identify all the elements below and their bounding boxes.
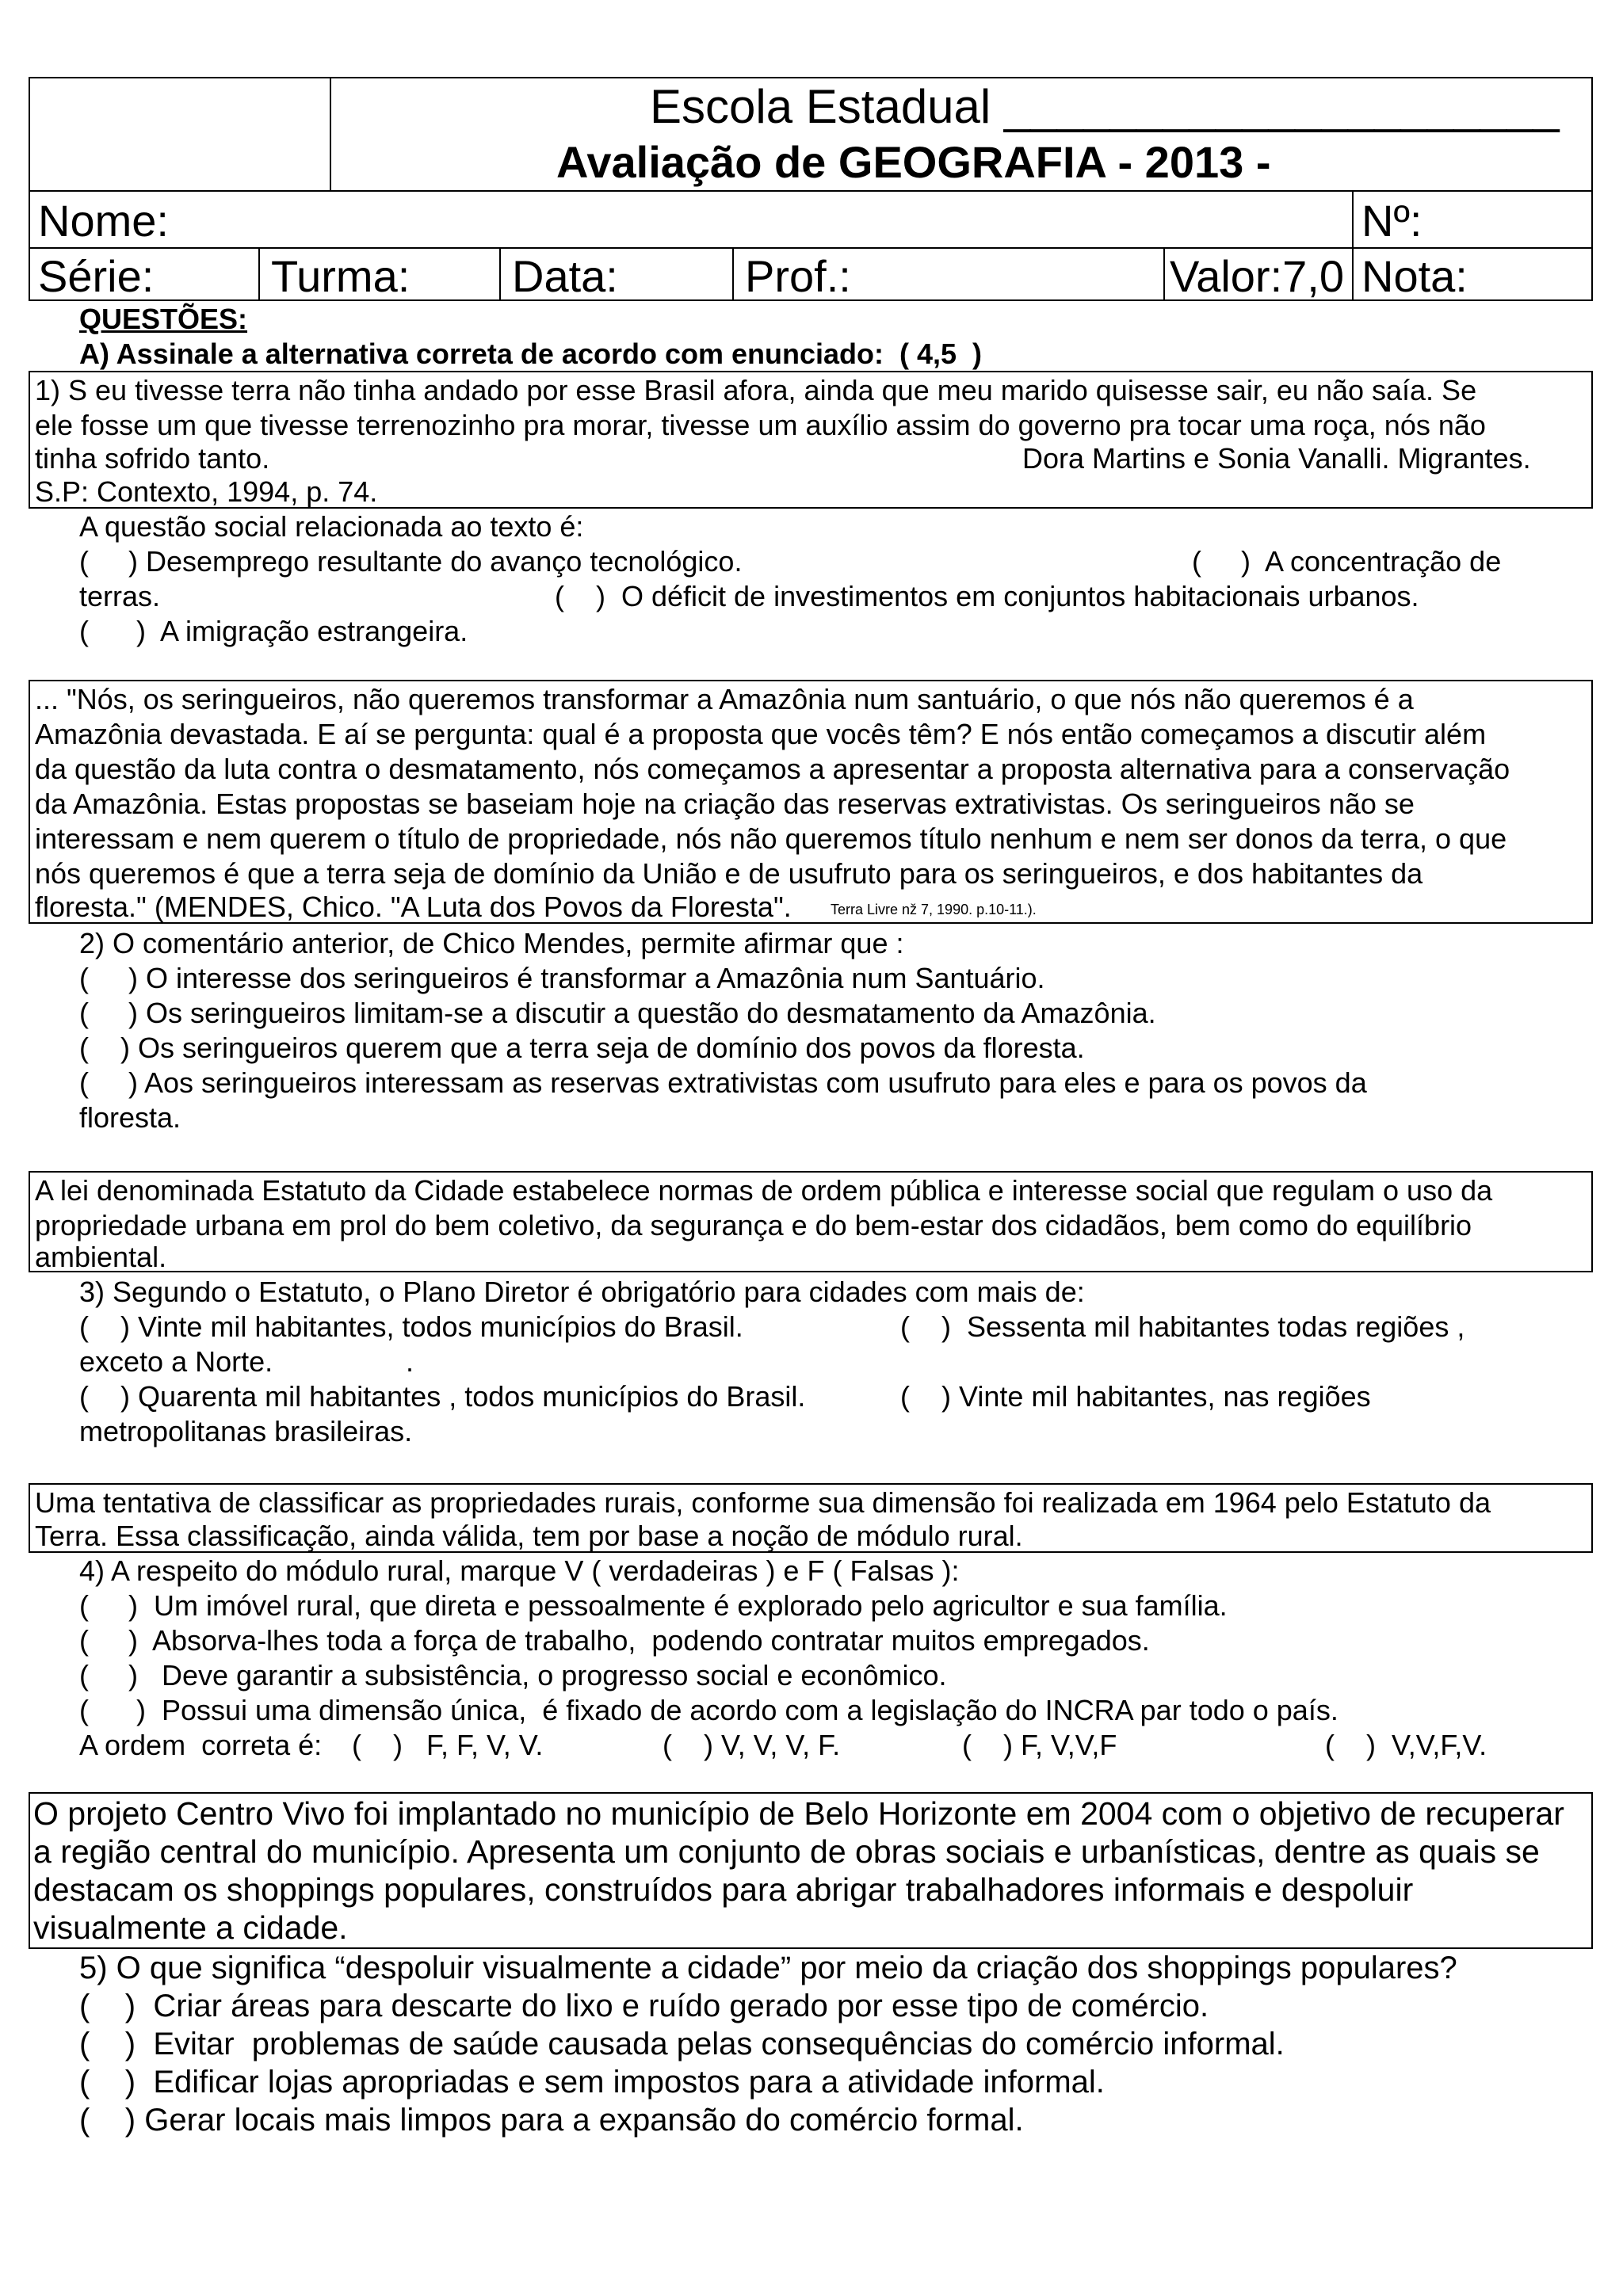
q3-option-continuation: metropolitanas brasileiras. — [79, 1415, 413, 1447]
q4-order-option[interactable]: ( ) V,V,F,V. — [1325, 1729, 1487, 1761]
q2-citation: Terra Livre nž 7, 1990. p.10-11.). — [831, 902, 1037, 917]
q1-text-line: tinha sofrido tanto. — [35, 442, 270, 475]
q2-option[interactable]: ( ) Aos seringueiros interessam as reservas extrativistas com usufruto para eles e para os povos da — [79, 1066, 1367, 1099]
q2-text-line: nós queremos é que a terra seja de domínio da União e de usufruto para os seringueiros, e dos habitantes da — [35, 857, 1423, 890]
q3-question: 3) Segundo o Estatuto, o Plano Diretor é obrigatório para cidades com mais de: — [79, 1276, 1085, 1308]
q2-option-continuation: floresta. — [79, 1101, 181, 1134]
name-label: Nome: — [38, 196, 169, 246]
divider — [29, 77, 1593, 78]
school-name: Escola Estadual _____________________ — [650, 80, 1560, 133]
q4-option[interactable]: ( ) Um imóvel rural, que direta e pessoalmente é explorado pelo agricultor e sua família. — [79, 1589, 1228, 1622]
q2-text-line: interessam e nem querem o título de propriedade, nós não queremos título nenhum e nem ser donos da terra, o que — [35, 822, 1507, 855]
divider — [1352, 190, 1354, 249]
q5-option[interactable]: ( ) Gerar locais mais limpos para a expansão do comércio formal. — [79, 2103, 1024, 2138]
q4-order-label: A ordem correta é: — [79, 1729, 323, 1761]
q3-option[interactable]: ( ) Quarenta mil habitantes , todos municípios do Brasil. — [79, 1380, 806, 1413]
q3-text-line: ambiental. — [35, 1241, 167, 1273]
q3-option[interactable]: ( ) Vinte mil habitantes, nas regiões — [900, 1380, 1371, 1413]
q1-option[interactable]: ( ) O déficit de investimentos em conjuntos habitacionais urbanos. — [555, 580, 1419, 612]
q4-order-option[interactable]: ( ) V, V, V, F. — [663, 1729, 841, 1761]
q4-text-line: Terra. Essa classificação, ainda válida, tem por base a noção de módulo rural. — [35, 1520, 1023, 1552]
q1-question: A questão social relacionada ao texto é: — [79, 510, 584, 543]
q2-option[interactable]: ( ) Os seringueiros querem que a terra seja de domínio dos povos da floresta. — [79, 1032, 1085, 1064]
section-heading: QUESTÕES: — [79, 303, 248, 335]
q3-option[interactable]: ( ) Vinte mil habitantes, todos municípios do Brasil. — [79, 1310, 743, 1343]
q1-option-continuation: terras. — [79, 580, 161, 612]
q1-option[interactable]: ( ) Desemprego resultante do avanço tecnológico. — [79, 545, 743, 578]
q4-order-option[interactable]: ( ) F, V,V,F — [962, 1729, 1117, 1761]
q3-option[interactable]: ( ) Sessenta mil habitantes todas regiões , — [900, 1310, 1465, 1343]
exam-title: Avaliação de GEOGRAFIA - 2013 - — [556, 137, 1271, 187]
divider — [330, 77, 331, 192]
q1-text-line: 1) S eu tivesse terra não tinha andado por esse Brasil afora, ainda que meu marido quisesse sair, eu não saía. Se — [35, 374, 1477, 406]
value-label: Valor:7,0 — [1170, 251, 1344, 301]
divider — [499, 247, 501, 301]
q2-text-line: ... "Nós, os seringueiros, não queremos transformar a Amazônia num santuário, o que nós não queremos é a — [35, 683, 1414, 715]
grade-label: Nota: — [1361, 251, 1468, 301]
q4-option[interactable]: ( ) Possui uma dimensão única, é fixado de acordo com a legislação do INCRA par todo o país. — [79, 1694, 1338, 1726]
q5-option[interactable]: ( ) Evitar problemas de saúde causada pelas consequências do comércio informal. — [79, 2027, 1285, 2061]
q4-question: 4) A respeito do módulo rural, marque V ( verdadeiras ) e F ( Falsas ): — [79, 1554, 960, 1587]
q5-text-line: O projeto Centro Vivo foi implantado no município de Belo Horizonte em 2004 com o objetivo de recuperar — [33, 1795, 1564, 1832]
q4-order-option[interactable]: ( ) F, F, V, V. — [352, 1729, 544, 1761]
number-label: Nº: — [1361, 196, 1423, 246]
q2-text-line: da Amazônia. Estas propostas se baseiam hoje na criação das reservas extrativistas. Os seringueiros não se — [35, 788, 1415, 820]
section-instruction: A) Assinale a alternativa correta de acordo com enunciado: ( 4,5 ) — [79, 338, 983, 370]
q5-text-line: visualmente a cidade. — [33, 1909, 348, 1946]
q2-text-line: da questão da luta contra o desmatamento, nós começamos a apresentar a proposta alternativa para a conservação — [35, 753, 1510, 785]
q1-text-line: ele fosse um que tivesse terrenozinho pra morar, tivesse um auxílio assim do governo pra tocar uma roça, nós não — [35, 409, 1486, 441]
q4-text-line: Uma tentativa de classificar as propriedades rurais, conforme sua dimensão foi realizada em 1964 pelo Estatuto da — [35, 1486, 1491, 1519]
q5-text-line: a região central do município. Apresenta um conjunto de obras sociais e urbanísticas, dentre as quais se — [33, 1833, 1540, 1870]
q2-text-line: floresta." (MENDES, Chico. "A Luta dos Povos da Floresta". — [35, 891, 792, 923]
divider — [258, 247, 260, 301]
q5-question: 5) O que significa “despoluir visualmente a cidade” por meio da criação dos shoppings populares? — [79, 1951, 1457, 1985]
q2-option[interactable]: ( ) Os seringueiros limitam-se a discutir a questão do desmatamento da Amazônia. — [79, 997, 1156, 1029]
class-label: Turma: — [271, 251, 411, 301]
q2-text-line: Amazônia devastada. E aí se pergunta: qual é a proposta que vocês têm? E nós então começamos a discutir além — [35, 718, 1487, 750]
q4-option[interactable]: ( ) Deve garantir a subsistência, o progresso social e econômico. — [79, 1659, 947, 1691]
divider — [29, 77, 30, 301]
q1-text-line: S.P: Contexto, 1994, p. 74. — [35, 475, 378, 508]
q3-text-line: propriedade urbana em prol do bem coletivo, da segurança e do bem-estar dos cidadãos, bem como do equilíbrio — [35, 1209, 1472, 1241]
divider — [1163, 247, 1165, 301]
q4-option[interactable]: ( ) Absorva-lhes toda a força de trabalho, podendo contratar muitos empregados. — [79, 1624, 1150, 1657]
q1-option[interactable]: ( ) A concentração de — [1192, 545, 1502, 578]
date-label: Data: — [512, 251, 618, 301]
q1-option[interactable]: ( ) A imigração estrangeira. — [79, 615, 468, 647]
q3-option-continuation: exceto a Norte. — [79, 1345, 273, 1378]
q2-question: 2) O comentário anterior, de Chico Mendes, permite afirmar que : — [79, 927, 904, 959]
q5-text-line: destacam os shoppings populares, construídos para abrigar trabalhadores informais e despoluir — [33, 1871, 1414, 1908]
divider — [732, 247, 734, 301]
divider — [29, 247, 1593, 249]
q2-option[interactable]: ( ) O interesse dos seringueiros é transformar a Amazônia num Santuário. — [79, 962, 1045, 994]
divider — [1352, 247, 1354, 301]
q3-text-line: A lei denominada Estatuto da Cidade estabelece normas de ordem pública e interesse social que regulam o uso da — [35, 1174, 1493, 1207]
q3-option-dot: . — [406, 1345, 414, 1378]
teacher-label: Prof.: — [745, 251, 851, 301]
series-label: Série: — [38, 251, 155, 301]
q1-source: Dora Martins e Sonia Vanalli. Migrantes. — [1022, 442, 1531, 475]
divider — [29, 190, 1593, 192]
q5-option[interactable]: ( ) Criar áreas para descarte do lixo e ruído gerado por esse tipo de comércio. — [79, 1989, 1209, 2023]
divider — [1591, 77, 1593, 301]
q5-option[interactable]: ( ) Edificar lojas apropriadas e sem impostos para a atividade informal. — [79, 2065, 1105, 2100]
